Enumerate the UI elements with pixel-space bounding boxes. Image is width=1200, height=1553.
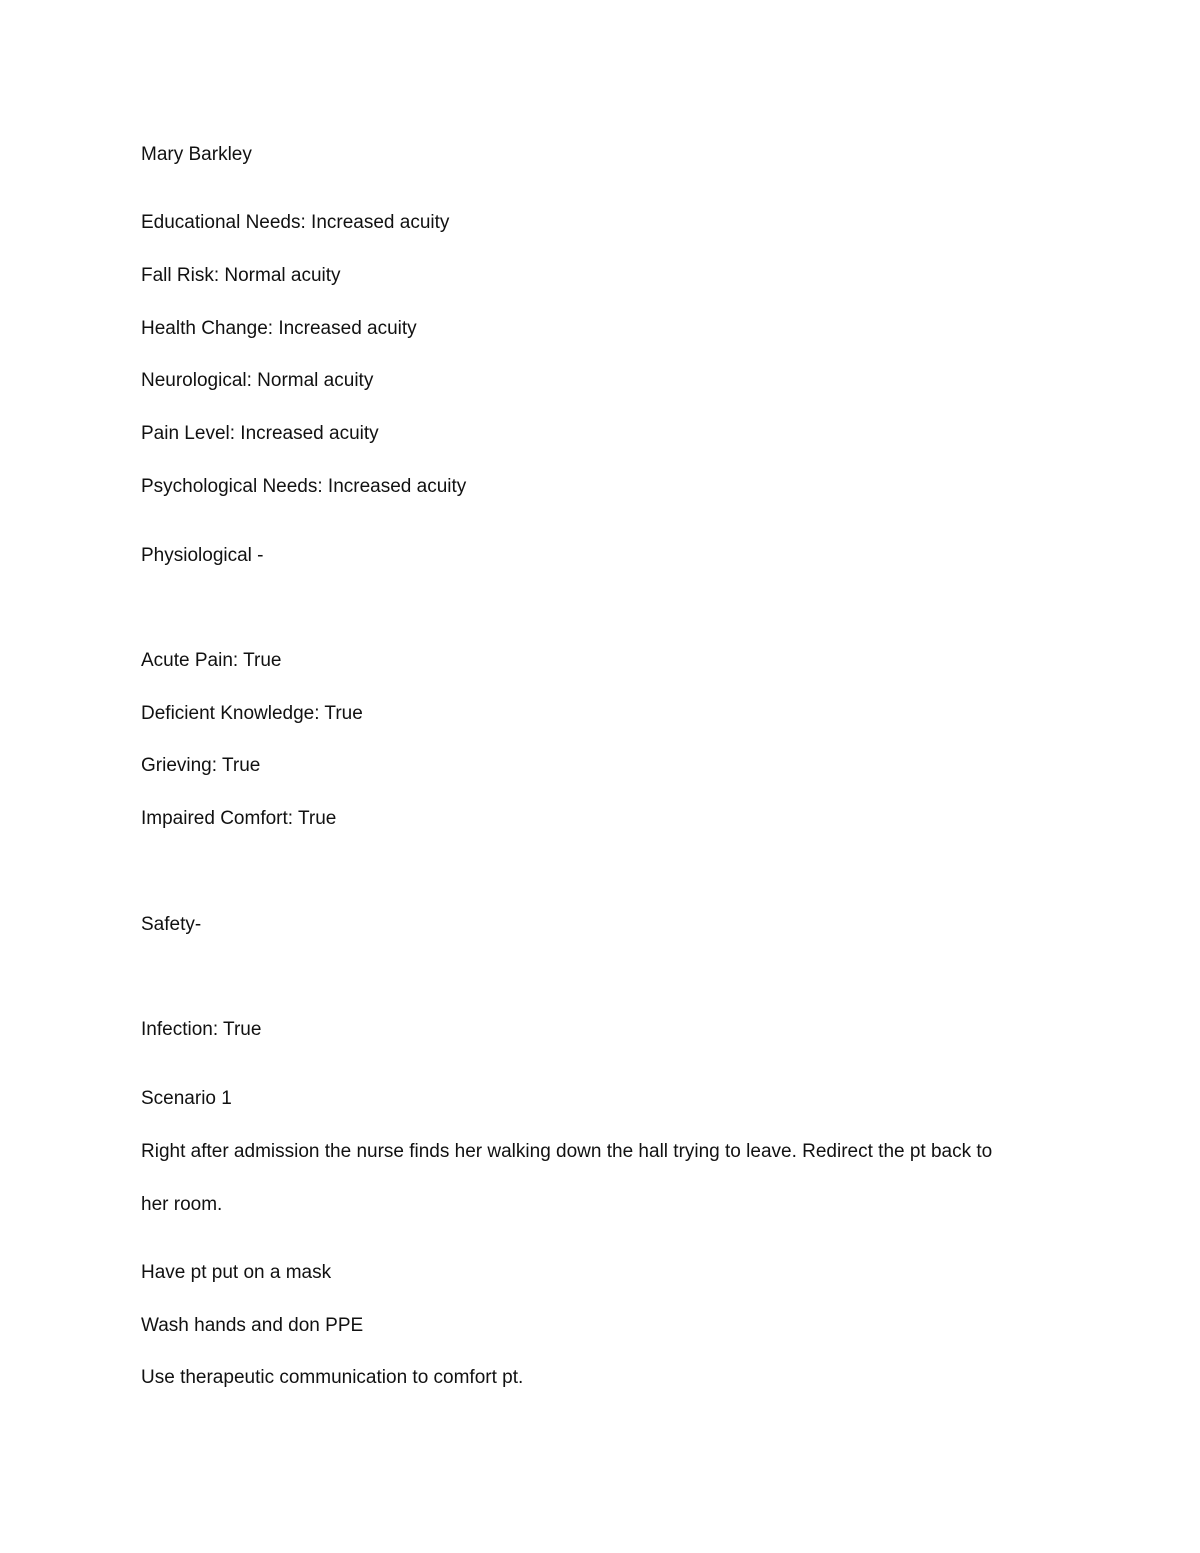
acuity-psychological-needs: Psychological Needs: Increased acuity bbox=[141, 476, 467, 497]
diagnosis-impaired-comfort: Impaired Comfort: True bbox=[141, 808, 337, 829]
diagnosis-grieving: Grieving: True bbox=[141, 755, 261, 776]
action-therapeutic-communication: Use therapeutic communication to comfort pt. bbox=[141, 1367, 524, 1388]
safety-heading: Safety- bbox=[141, 914, 202, 935]
acuity-health-change: Health Change: Increased acuity bbox=[141, 318, 417, 339]
action-wash-hands: Wash hands and don PPE bbox=[141, 1315, 364, 1336]
safety-infection: Infection: True bbox=[141, 1019, 262, 1040]
scenario-title: Scenario 1 bbox=[141, 1088, 232, 1109]
physiological-heading: Physiological - bbox=[141, 545, 264, 566]
patient-name: Mary Barkley bbox=[141, 144, 252, 165]
acuity-pain-level: Pain Level: Increased acuity bbox=[141, 423, 379, 444]
acuity-educational-needs: Educational Needs: Increased acuity bbox=[141, 212, 450, 233]
scenario-text-line-2: her room. bbox=[141, 1194, 223, 1215]
diagnosis-deficient-knowledge: Deficient Knowledge: True bbox=[141, 703, 363, 724]
acuity-neurological: Neurological: Normal acuity bbox=[141, 370, 374, 391]
diagnosis-acute-pain: Acute Pain: True bbox=[141, 650, 282, 671]
scenario-text-line-1: Right after admission the nurse finds her walking down the hall trying to leave. Redirect the pt back to bbox=[141, 1141, 993, 1162]
action-mask: Have pt put on a mask bbox=[141, 1262, 332, 1283]
acuity-fall-risk: Fall Risk: Normal acuity bbox=[141, 265, 341, 286]
